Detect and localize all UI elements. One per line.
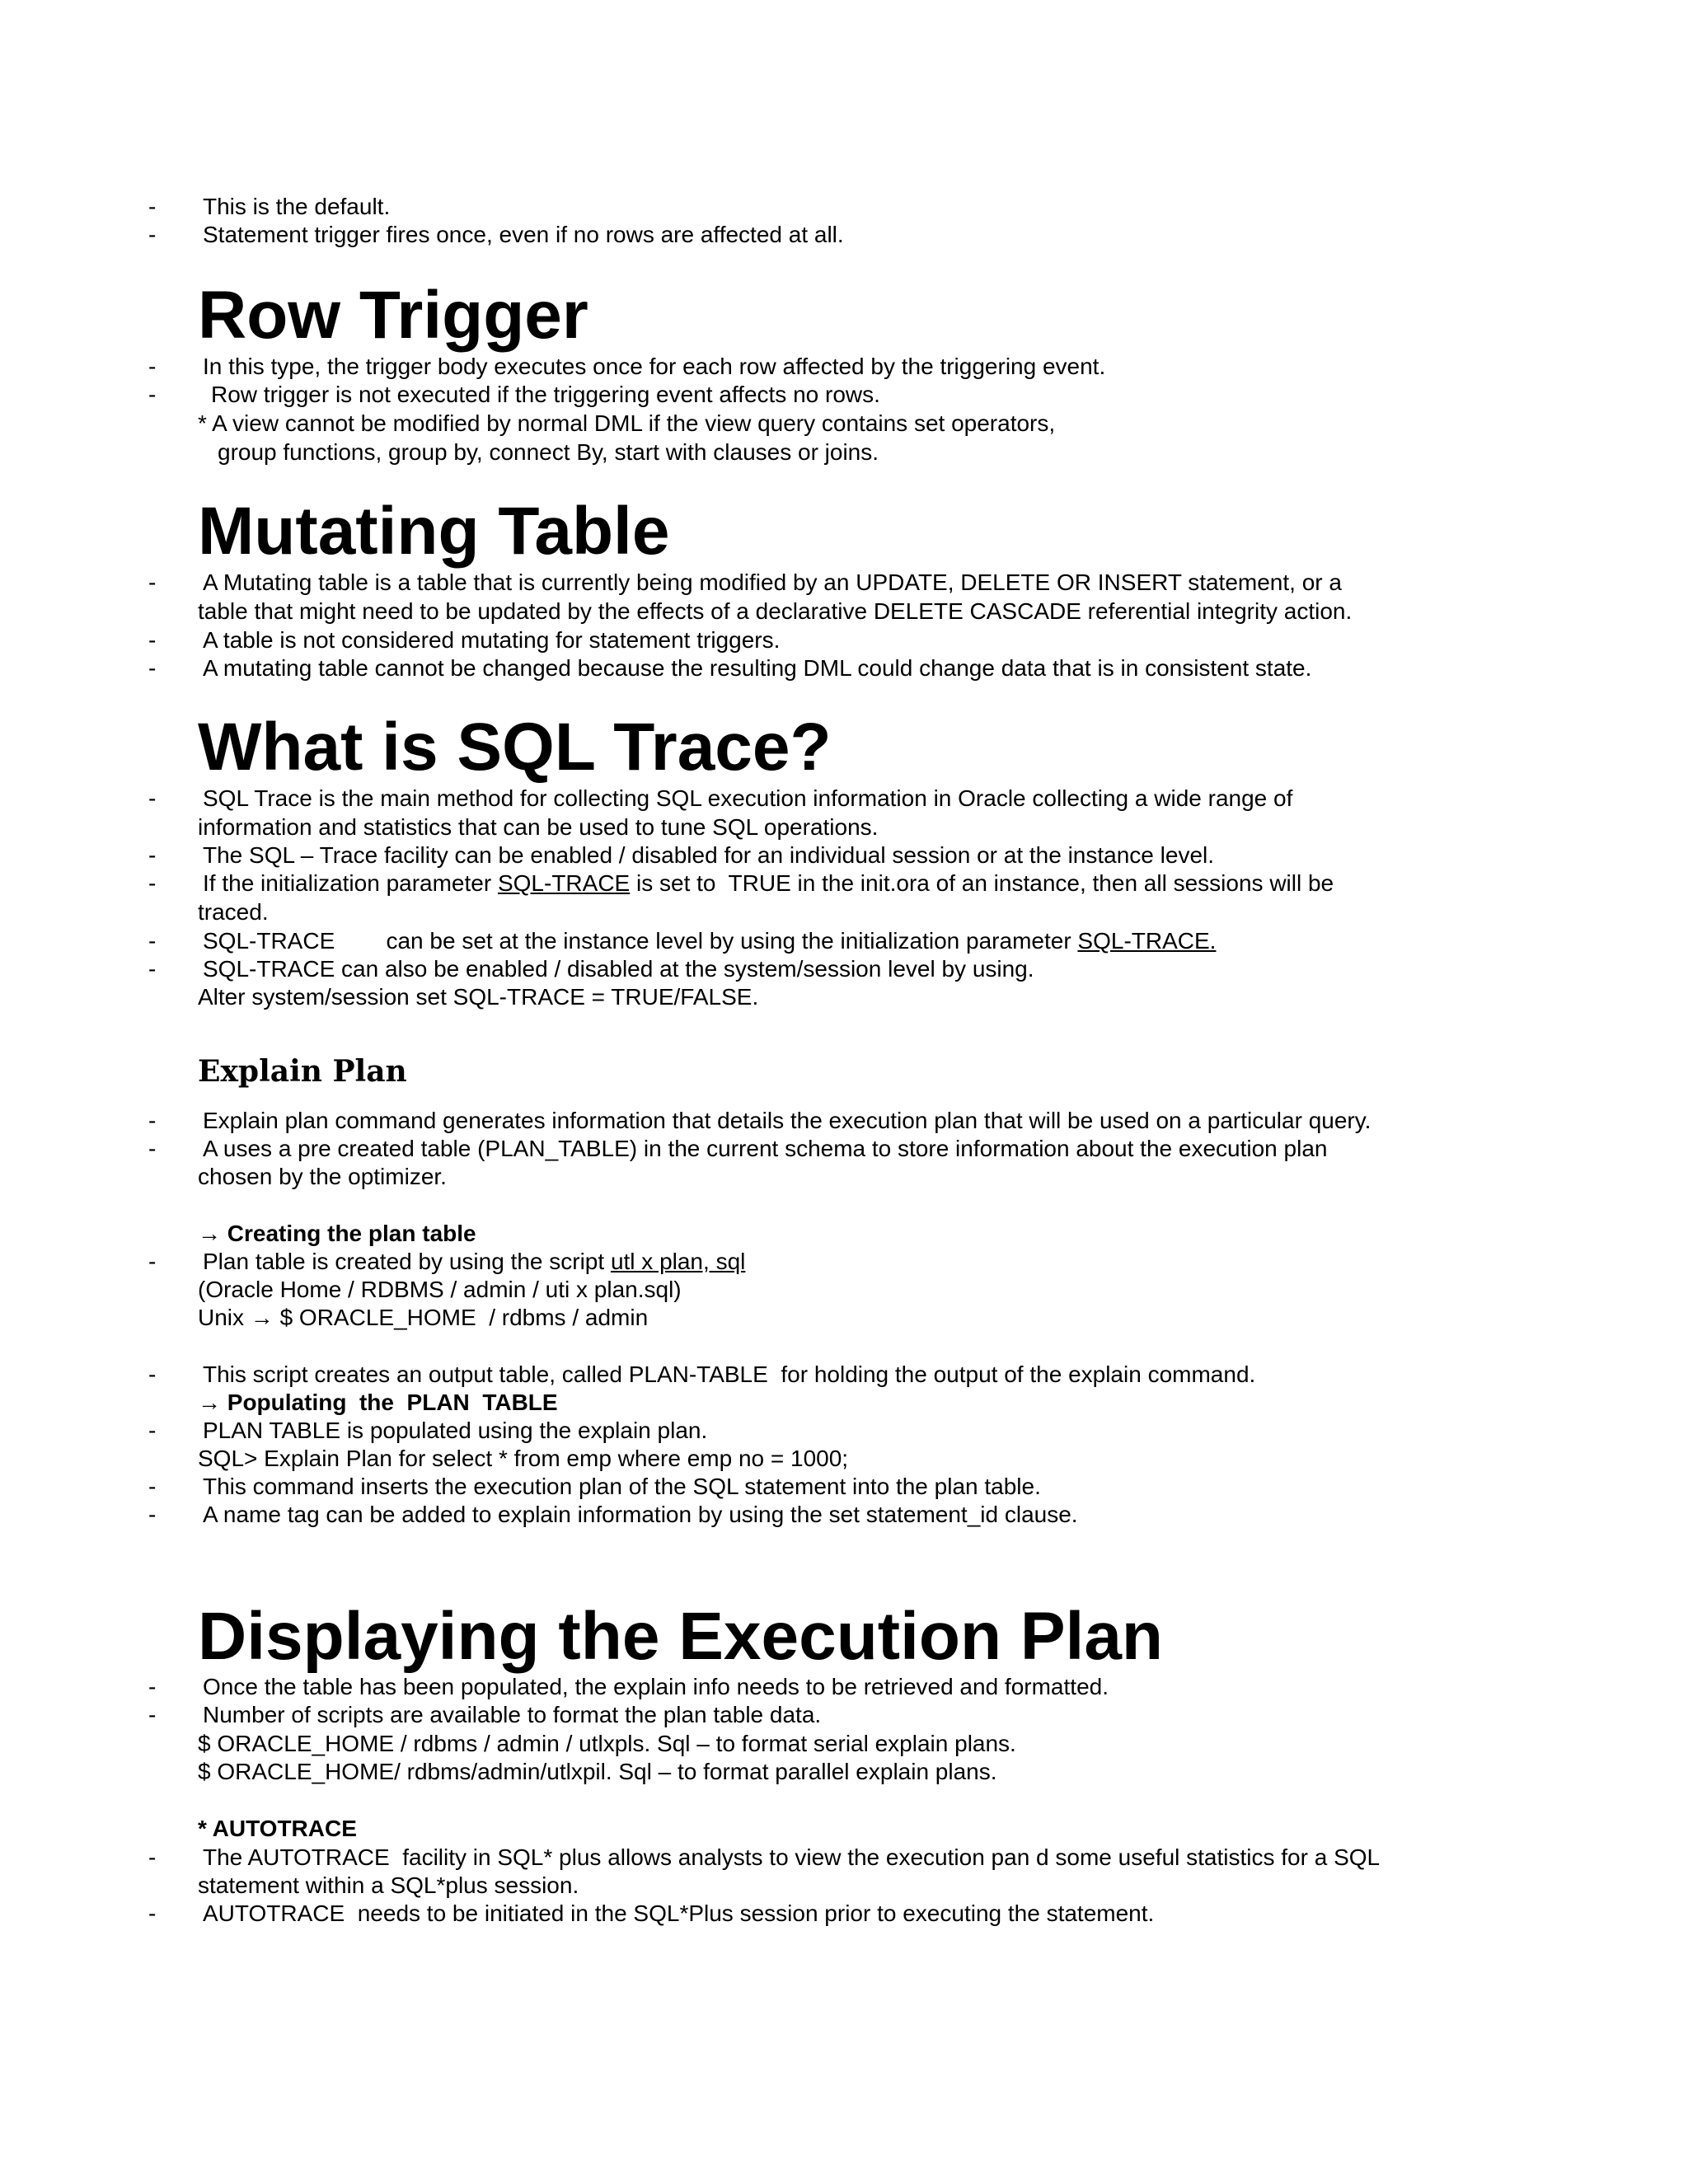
bullet-dash: - (148, 1702, 157, 1727)
bullet-dash: - (148, 627, 157, 653)
bullet-dash: - (148, 382, 157, 407)
bullet-dash: - (148, 1418, 157, 1443)
paragraph-text: chosen by the optimizer. (198, 1164, 447, 1189)
heading-explain-plan: Explain Plan (198, 1054, 407, 1089)
bullet-dash: - (148, 655, 157, 681)
bullet-dash: - (148, 956, 157, 982)
bullet-dash: - (148, 1844, 157, 1870)
paragraph-text: A Mutating table is a table that is currently being modified by an UPDATE, DELETE OR INSERT statement, or a (203, 569, 1342, 595)
paragraph-text: The AUTOTRACE facility in SQL* plus allows analysts to view the execution pan d some useful statistics for a SQL (203, 1844, 1381, 1870)
bullet-dash: - (148, 1674, 157, 1699)
text-run: Plan table is created by using the script (203, 1249, 611, 1274)
heading-row-trigger: Row Trigger (198, 278, 588, 353)
paragraph-text: Explain plan command generates information that details the execution plan that will be used on a particular query. (203, 1108, 1372, 1133)
bullet-dash: - (148, 1474, 157, 1499)
paragraph-text: information and statistics that can be used to tune SQL operations. (198, 814, 879, 840)
paragraph-text: SQL Trace is the main method for collecting SQL execution information in Oracle collecting a wide range of (203, 785, 1293, 811)
paragraph-text: Unix → $ ORACLE_HOME / rdbms / admin (198, 1305, 649, 1330)
text-run: If the initialization parameter (203, 870, 498, 896)
paragraph-text: AUTOTRACE needs to be initiated in the SQL*Plus session prior to executing the statement. (203, 1900, 1155, 1926)
paragraph-text: * A view cannot be modified by normal DML if the view query contains set operators, (198, 410, 1056, 436)
bullet-dash: - (148, 354, 157, 379)
bullet-dash: - (148, 1361, 157, 1387)
bullet-dash: - (148, 928, 157, 954)
bullet-dash: - (148, 222, 157, 247)
paragraph-text: Statement trigger fires once, even if no rows are affected at all. (203, 222, 844, 247)
paragraph-text: group functions, group by, connect By, start with clauses or joins. (218, 439, 879, 465)
paragraph-text: A uses a pre created table (PLAN_TABLE) in the current schema to store information about the execution plan (203, 1136, 1328, 1161)
paragraph-text: A mutating table cannot be changed because the resulting DML could change data that is in consistent state. (203, 655, 1312, 681)
bullet-dash: - (148, 785, 157, 811)
paragraph-text: $ ORACLE_HOME / rdbms / admin / utlxpls. Sql – to format serial explain plans. (198, 1731, 1016, 1756)
paragraph-text: Row trigger is not executed if the triggering event affects no rows. (211, 382, 880, 407)
paragraph-text: (Oracle Home / RDBMS / admin / uti x plan.sql) (198, 1277, 682, 1302)
bullet-dash: - (148, 1136, 157, 1161)
script-name: utl x plan, sql (610, 1249, 746, 1274)
heading-mutating-table: Mutating Table (198, 494, 670, 569)
paragraph-text (203, 1248, 745, 1276)
sql-trace-parameter: SQL-TRACE (497, 870, 631, 896)
text-run: is set to TRUE in the init.ora of an instance, then all sessions will be (630, 870, 1334, 896)
paragraph-text: Once the table has been populated, the explain info needs to be retrieved and formatted. (203, 1674, 1109, 1699)
paragraph-text (203, 927, 1216, 955)
heading-sql-trace: What is SQL Trace? (198, 710, 832, 785)
paragraph-text: This script creates an output table, called PLAN-TABLE for holding the output of the explain command. (203, 1361, 1256, 1387)
paragraph-text: A table is not considered mutating for statement triggers. (203, 627, 781, 653)
paragraph-text: → Creating the plan table (198, 1221, 476, 1246)
sql-trace-parameter: SQL-TRACE. (1077, 928, 1217, 954)
bullet-dash: - (148, 842, 157, 868)
paragraph-text: Number of scripts are available to format the plan table data. (203, 1702, 822, 1727)
paragraph-text: PLAN TABLE is populated using the explain plan. (203, 1418, 708, 1443)
bullet-dash: - (148, 870, 157, 896)
paragraph-text (203, 869, 1334, 898)
paragraph-text: This is the default. (203, 194, 391, 219)
paragraph-text: The SQL – Trace facility can be enabled / disabled for an individual session or at the instance level. (203, 842, 1215, 868)
bullet-dash: - (148, 1108, 157, 1133)
heading-displaying-execution-plan: Displaying the Execution Plan (198, 1599, 1164, 1674)
bullet-dash: - (148, 569, 157, 595)
bullet-dash: - (148, 1900, 157, 1926)
paragraph-text: traced. (198, 899, 269, 925)
paragraph-text: statement within a SQL*plus session. (198, 1872, 579, 1898)
bullet-dash: - (148, 1502, 157, 1527)
paragraph-text: Alter system/session set SQL-TRACE = TRUE/FALSE. (198, 984, 759, 1010)
bullet-dash: - (148, 1249, 157, 1274)
paragraph-text: SQL-TRACE can also be enabled / disabled at the system/session level by using. (203, 956, 1034, 982)
paragraph-text: → Populating the PLAN TABLE (198, 1390, 558, 1415)
paragraph-text: table that might need to be updated by the effects of a declarative DELETE CASCADE referential integrity action. (198, 598, 1353, 624)
text-run: SQL-TRACE can be set at the instance level by using the initialization parameter (203, 928, 1078, 954)
paragraph-text: $ ORACLE_HOME/ rdbms/admin/utlxpil. Sql – to format parallel explain plans. (198, 1759, 997, 1784)
paragraph-text: In this type, the trigger body executes once for each row affected by the triggering event. (203, 354, 1106, 379)
paragraph-text: * AUTOTRACE (198, 1816, 357, 1841)
paragraph-text: A name tag can be added to explain information by using the set statement_id clause. (203, 1502, 1078, 1527)
bullet-dash: - (148, 194, 157, 219)
paragraph-text: SQL> Explain Plan for select * from emp where emp no = 1000; (198, 1446, 849, 1471)
paragraph-text: This command inserts the execution plan of the SQL statement into the plan table. (203, 1474, 1041, 1499)
